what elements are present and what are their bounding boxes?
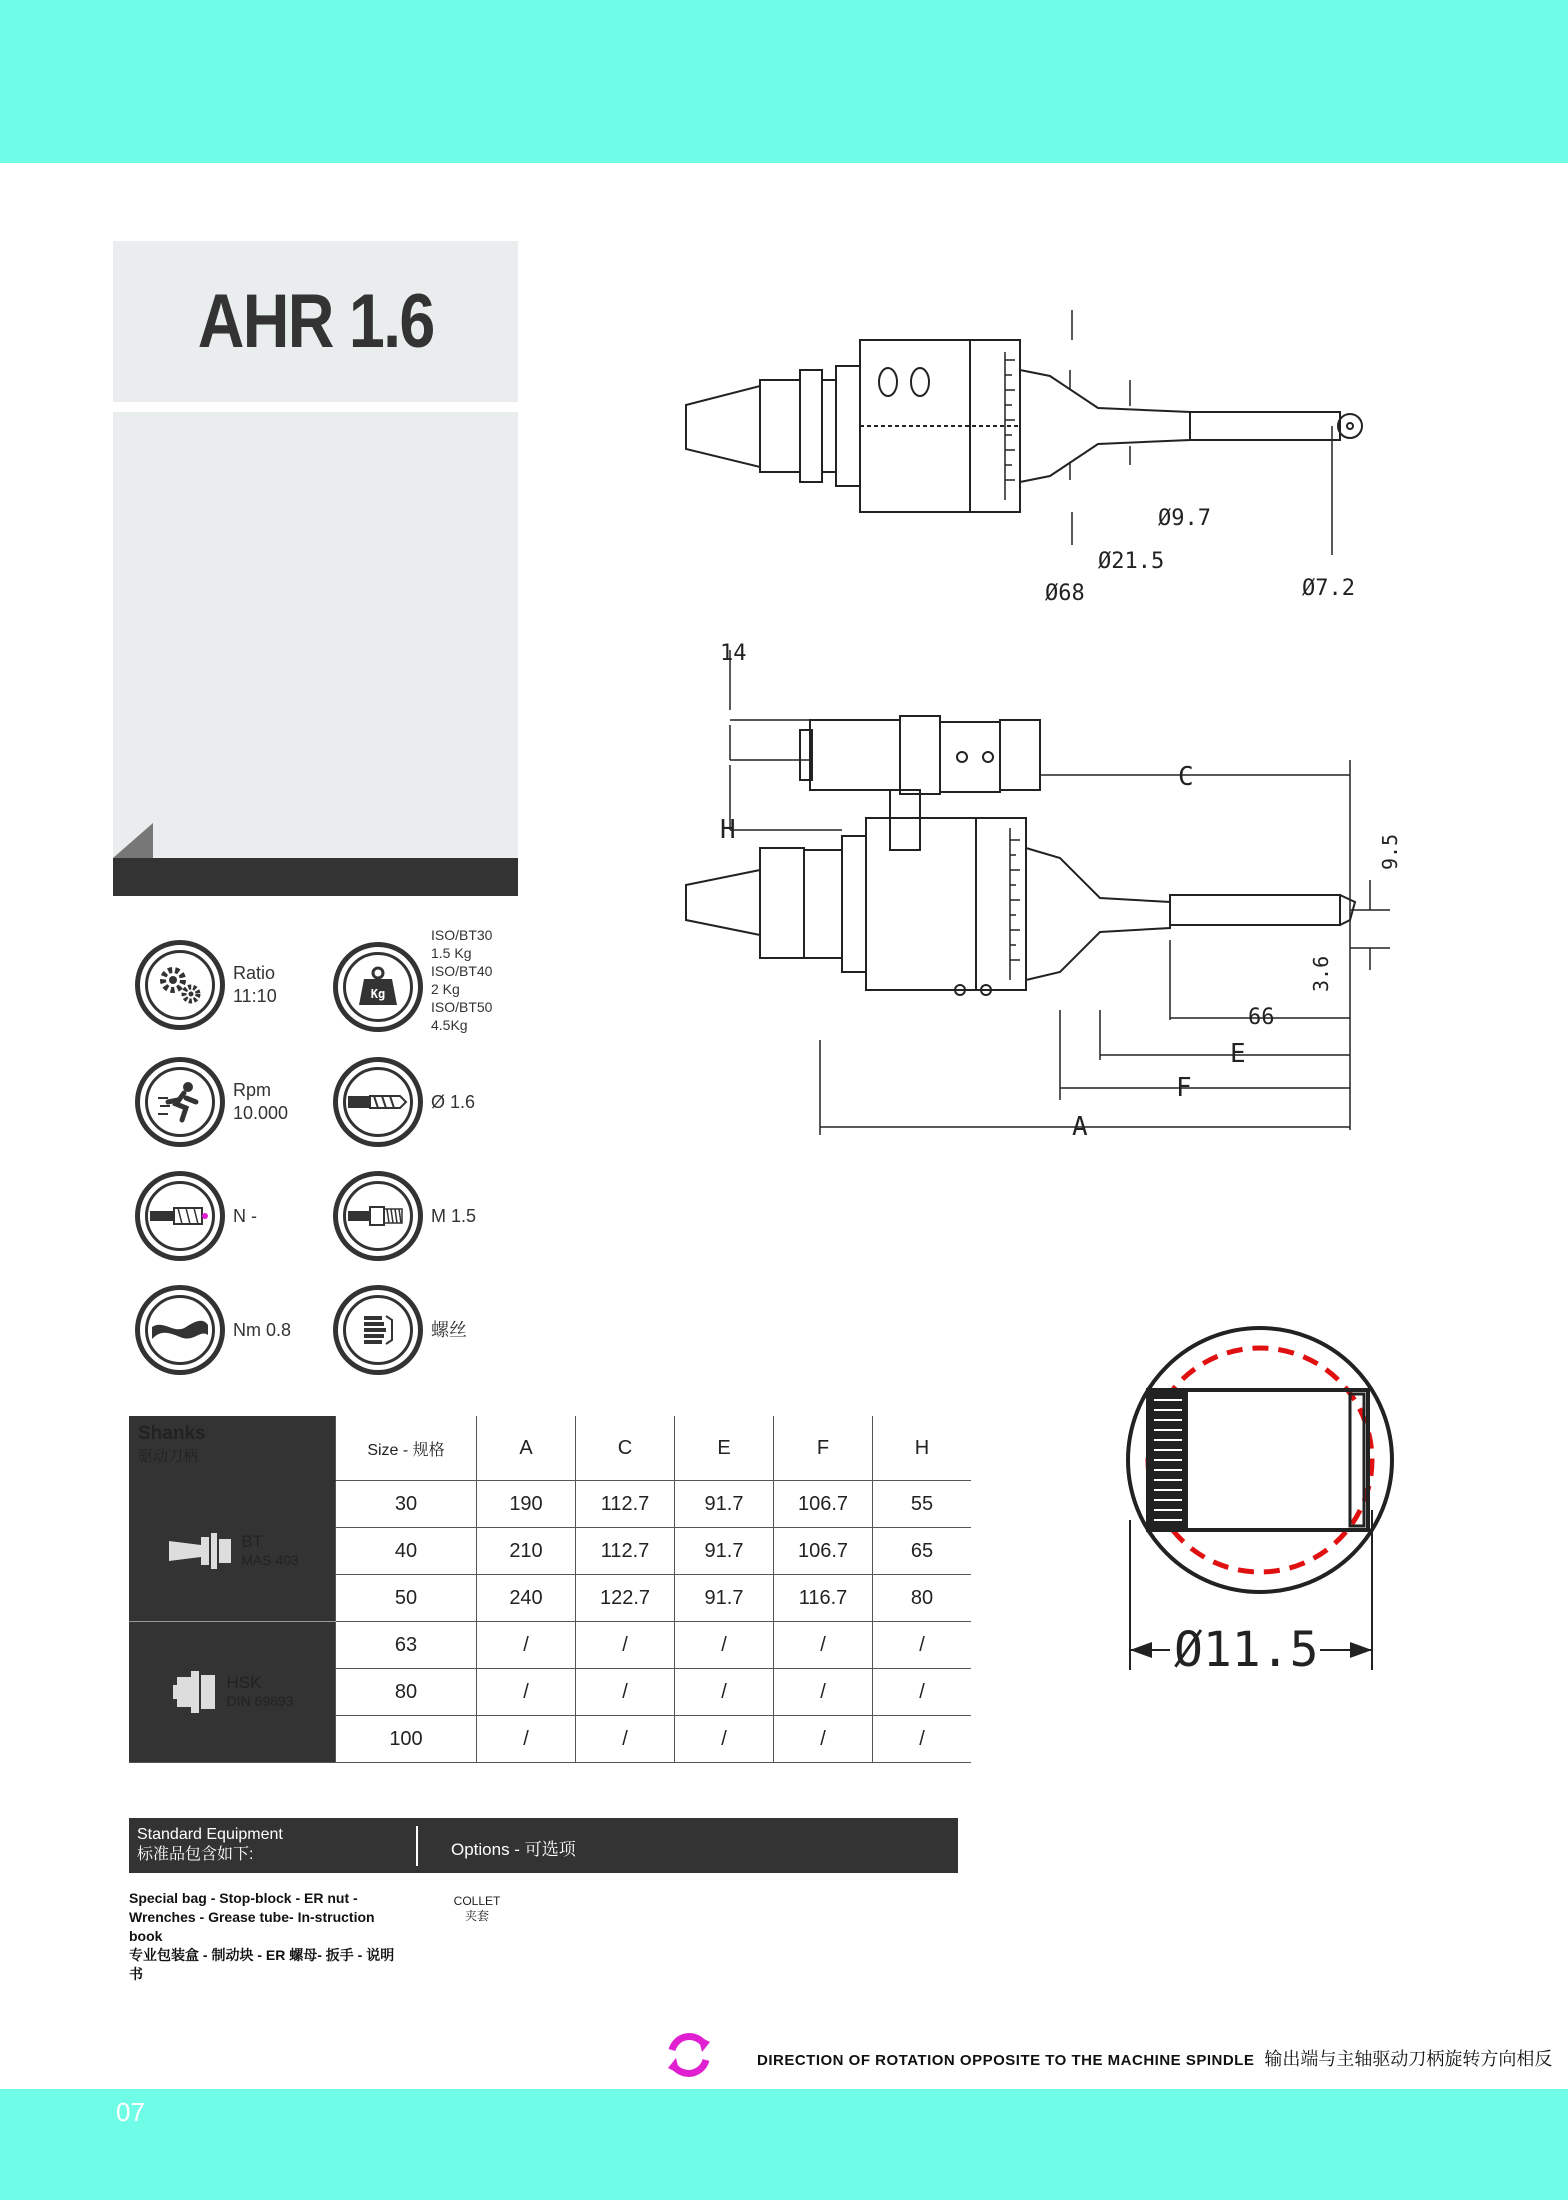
runner-speed-icon <box>135 1057 225 1147</box>
top-band <box>0 0 1568 163</box>
bt-group-cell: BT MAS 403 <box>129 1481 336 1622</box>
col-header-h: H <box>873 1416 972 1481</box>
feature-weight: Kg ISO/BT30 1.5 Kg ISO/BT40 2 Kg ISO/BT50 4.5Kg <box>333 940 492 1034</box>
col-header-f: F <box>774 1416 873 1481</box>
size-header: Size - 规格 <box>336 1416 477 1481</box>
svg-text:F: F <box>1176 1073 1192 1103</box>
svg-text:Ø68: Ø68 <box>1045 581 1085 606</box>
feature-diameter: Ø 1.6 <box>333 1057 475 1147</box>
bottom-band <box>0 2089 1568 2200</box>
feature-thread: M 1.5 <box>333 1171 476 1261</box>
options-label: Options - 可选项 <box>451 1840 576 1859</box>
table-row: 80 / / / / / <box>129 1669 971 1716</box>
col-header-e: E <box>675 1416 774 1481</box>
svg-text:C: C <box>1178 762 1194 792</box>
product-image-panel <box>113 412 518 858</box>
svg-text:Ø21.5: Ø21.5 <box>1098 549 1165 574</box>
feature-coolant: N - <box>135 1171 257 1261</box>
table-row: BT MAS 403 30 190 112.7 91.7 106.7 55 <box>129 1481 971 1528</box>
table-row: 40 210 112.7 91.7 106.7 65 <box>129 1528 971 1575</box>
svg-text:3.6: 3.6 <box>1309 955 1333 992</box>
hsk-group-cell: HSK DIN 69893 <box>129 1622 336 1763</box>
standard-equipment-list: Special bag - Stop-block - ER nut - Wrenches - Grease tube- In-struction book 专业包装盒 - 制动块 - ER 螺母- 扳手 - 说明书 <box>129 1890 395 1982</box>
drill-bit-icon <box>333 1057 423 1147</box>
standard-equipment-label-cn: 标准品包含如下: <box>137 1846 254 1863</box>
svg-text:66: 66 <box>1248 1005 1275 1030</box>
feature-ratio: Ratio 11:10 <box>135 940 277 1030</box>
divider <box>416 1826 418 1866</box>
hsk-shank-icon <box>171 1667 221 1717</box>
feature-torque: Nm 0.8 <box>135 1285 291 1375</box>
svg-text:Ø11.5: Ø11.5 <box>1174 1622 1319 1678</box>
torque-icon <box>135 1285 225 1375</box>
product-title: AHR 1.6 <box>197 279 434 364</box>
weight-icon <box>333 942 423 1032</box>
svg-text:Kg: Kg <box>370 987 386 1001</box>
col-header-c: C <box>576 1416 675 1481</box>
svg-text:Ø7.2: Ø7.2 <box>1302 576 1355 601</box>
feature-screw: 螺丝 <box>333 1285 467 1375</box>
rotation-note: DIRECTION OF ROTATION OPPOSITE TO THE MACHINE SPINDLE 输出端与主轴驱动刀柄旋转方向相反 <box>757 2049 1553 2069</box>
table-row: 50 240 122.7 91.7 116.7 80 <box>129 1575 971 1622</box>
col-header-a: A <box>477 1416 576 1481</box>
table-row: HSK DIN 69893 63 / / / / / <box>129 1622 971 1669</box>
svg-text:A: A <box>1072 1112 1088 1142</box>
shanks-table <box>129 1416 971 1763</box>
thread-tap-icon <box>333 1171 423 1261</box>
table-header-title: Shanks 驱动刀柄 <box>129 1416 336 1481</box>
corner-triangle <box>113 823 153 858</box>
detail-drawing <box>1110 1320 1410 1680</box>
title-box <box>113 241 518 402</box>
screw-thread-icon <box>333 1285 423 1375</box>
svg-text:9.5: 9.5 <box>1378 833 1402 870</box>
table-row: 100 / / / / / <box>129 1716 971 1763</box>
svg-text:14: 14 <box>720 641 747 666</box>
coolant-nozzle-icon <box>135 1171 225 1261</box>
svg-text:H: H <box>720 815 736 845</box>
option-collet: COLLET 夹套 <box>453 1894 501 1923</box>
drawing-top-view <box>670 300 1410 620</box>
svg-text:E: E <box>1230 1039 1246 1069</box>
panel-strip <box>113 858 518 896</box>
rotation-icon <box>662 2028 716 2082</box>
gears-icon <box>135 940 225 1030</box>
svg-text:Ø9.7: Ø9.7 <box>1158 506 1211 531</box>
bt-shank-icon <box>165 1529 235 1573</box>
feature-rpm: Rpm 10.000 <box>135 1057 288 1147</box>
page-number: 07 <box>116 2097 145 2127</box>
equipment-bar <box>129 1818 958 1873</box>
drawing-side-view <box>670 630 1410 1150</box>
standard-equipment-label: Standard Equipment <box>137 1826 283 1843</box>
